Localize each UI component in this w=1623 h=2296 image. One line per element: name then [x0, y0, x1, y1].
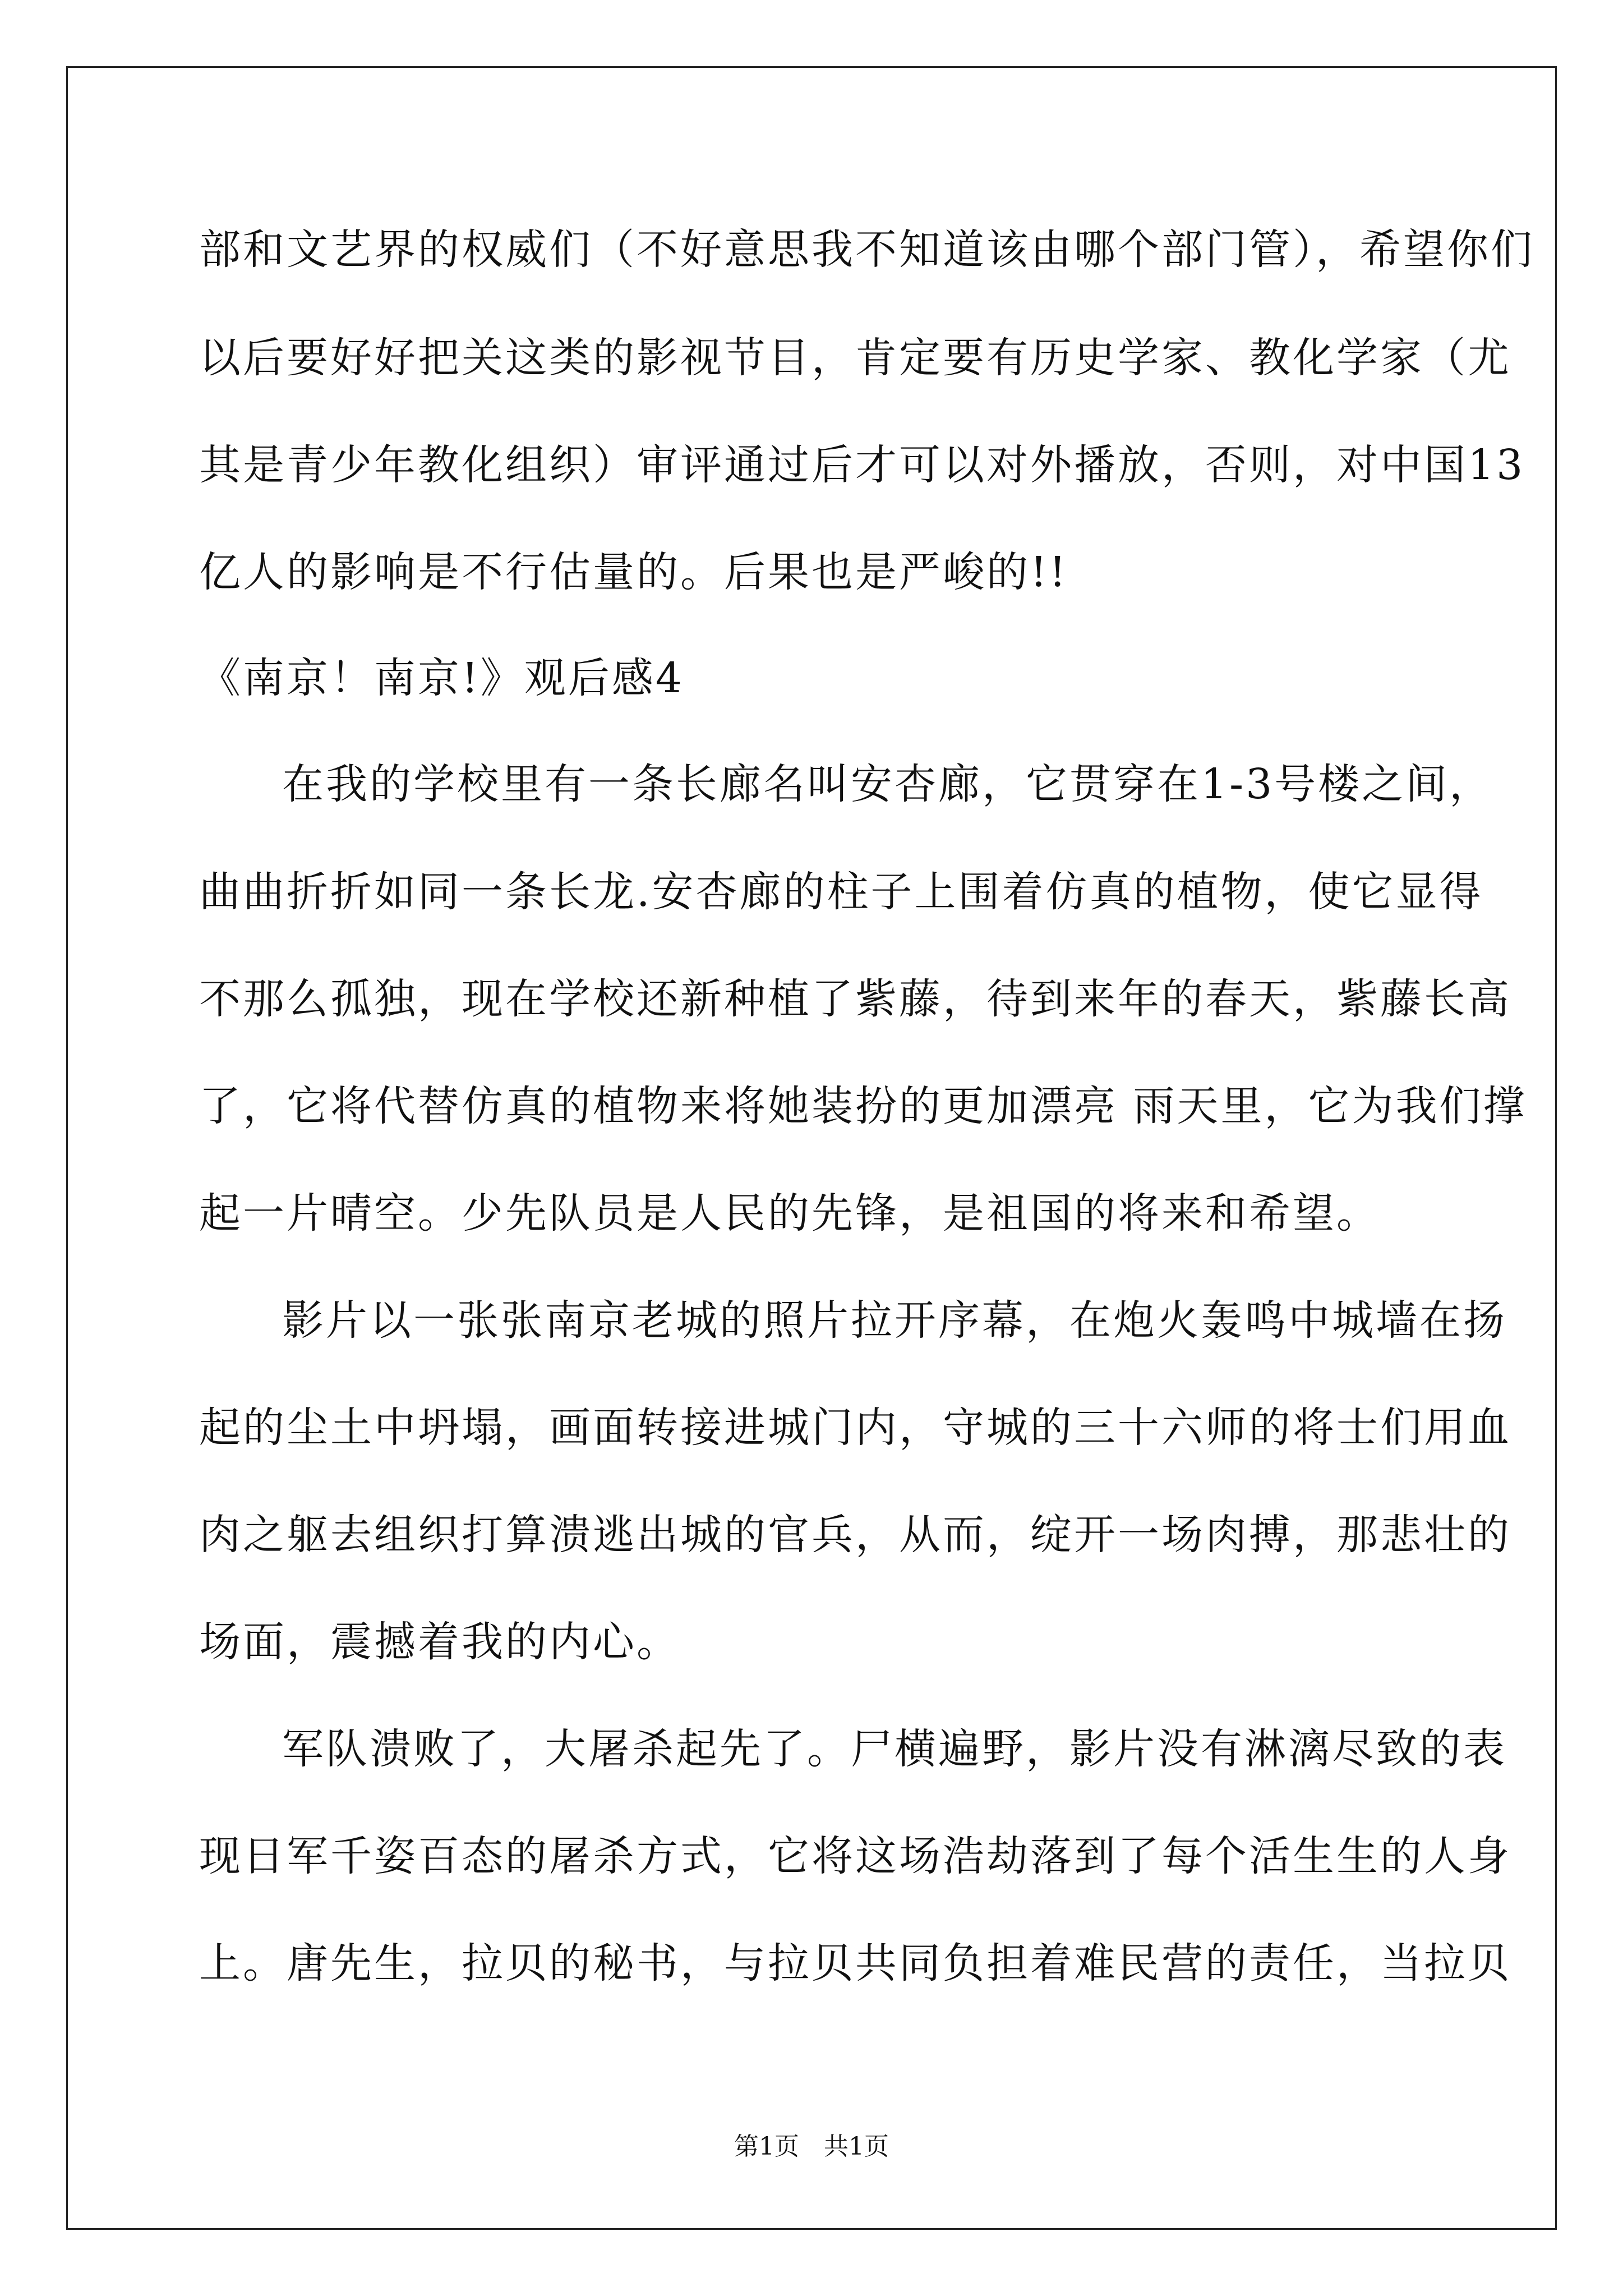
- text-line: 肉之躯去组织打算溃逃出城的官兵，从而，绽开一场肉搏，那悲壮的: [199, 1511, 1511, 1559]
- text-line: 以后要好好把关这类的影视节目，肯定要有历史学家、教化学家（尤: [199, 334, 1511, 382]
- text-line: 现日军千姿百态的屠杀方式，它将这场浩劫落到了每个活生生的人身: [199, 1832, 1511, 1880]
- text-line: 不那么孤独，现在学校还新种植了紫藤，待到来年的春天，紫藤长高: [199, 975, 1511, 1023]
- section-heading: 《南京！南京!》观后感4: [199, 654, 684, 702]
- page-number-footer: 第1页 共1页: [734, 2132, 889, 2161]
- text-line: 部和文艺界的权威们（不好意思我不知道该由哪个部门管），希望你们: [199, 226, 1534, 274]
- text-line: 其是青少年教化组织）审评通过后才可以对外播放，否则，对中国13: [199, 441, 1525, 489]
- page-border: [66, 66, 1557, 2230]
- text-line: 曲曲折折如同一条长龙.安杏廊的柱子上围着仿真的植物，使它显得: [199, 868, 1483, 916]
- text-line: 亿人的影响是不行估量的。后果也是严峻的!!: [199, 548, 1068, 596]
- text-line: 起一片晴空。少先队员是人民的先锋，是祖国的将来和希望。: [199, 1189, 1380, 1237]
- text-line: 场面，震撼着我的内心。: [199, 1618, 680, 1666]
- text-line: 上。唐先生，拉贝的秘书，与拉贝共同负担着难民营的责任，当拉贝: [199, 1939, 1511, 1987]
- text-line: 影片以一张张南京老城的照片拉开序幕，在炮火轰鸣中城墙在扬: [282, 1296, 1507, 1345]
- text-line: 在我的学校里有一条长廊名叫安杏廊，它贯穿在1-3号楼之间，: [282, 760, 1493, 808]
- text-line: 起的尘土中坍塌，画面转接进城门内，守城的三十六师的将士们用血: [199, 1404, 1511, 1452]
- text-line: 军队溃败了，大屠杀起先了。尸横遍野，影片没有淋漓尽致的表: [282, 1725, 1507, 1773]
- text-line: 了，它将代替仿真的植物来将她装扮的更加漂亮 雨天里，它为我们撑: [199, 1082, 1527, 1130]
